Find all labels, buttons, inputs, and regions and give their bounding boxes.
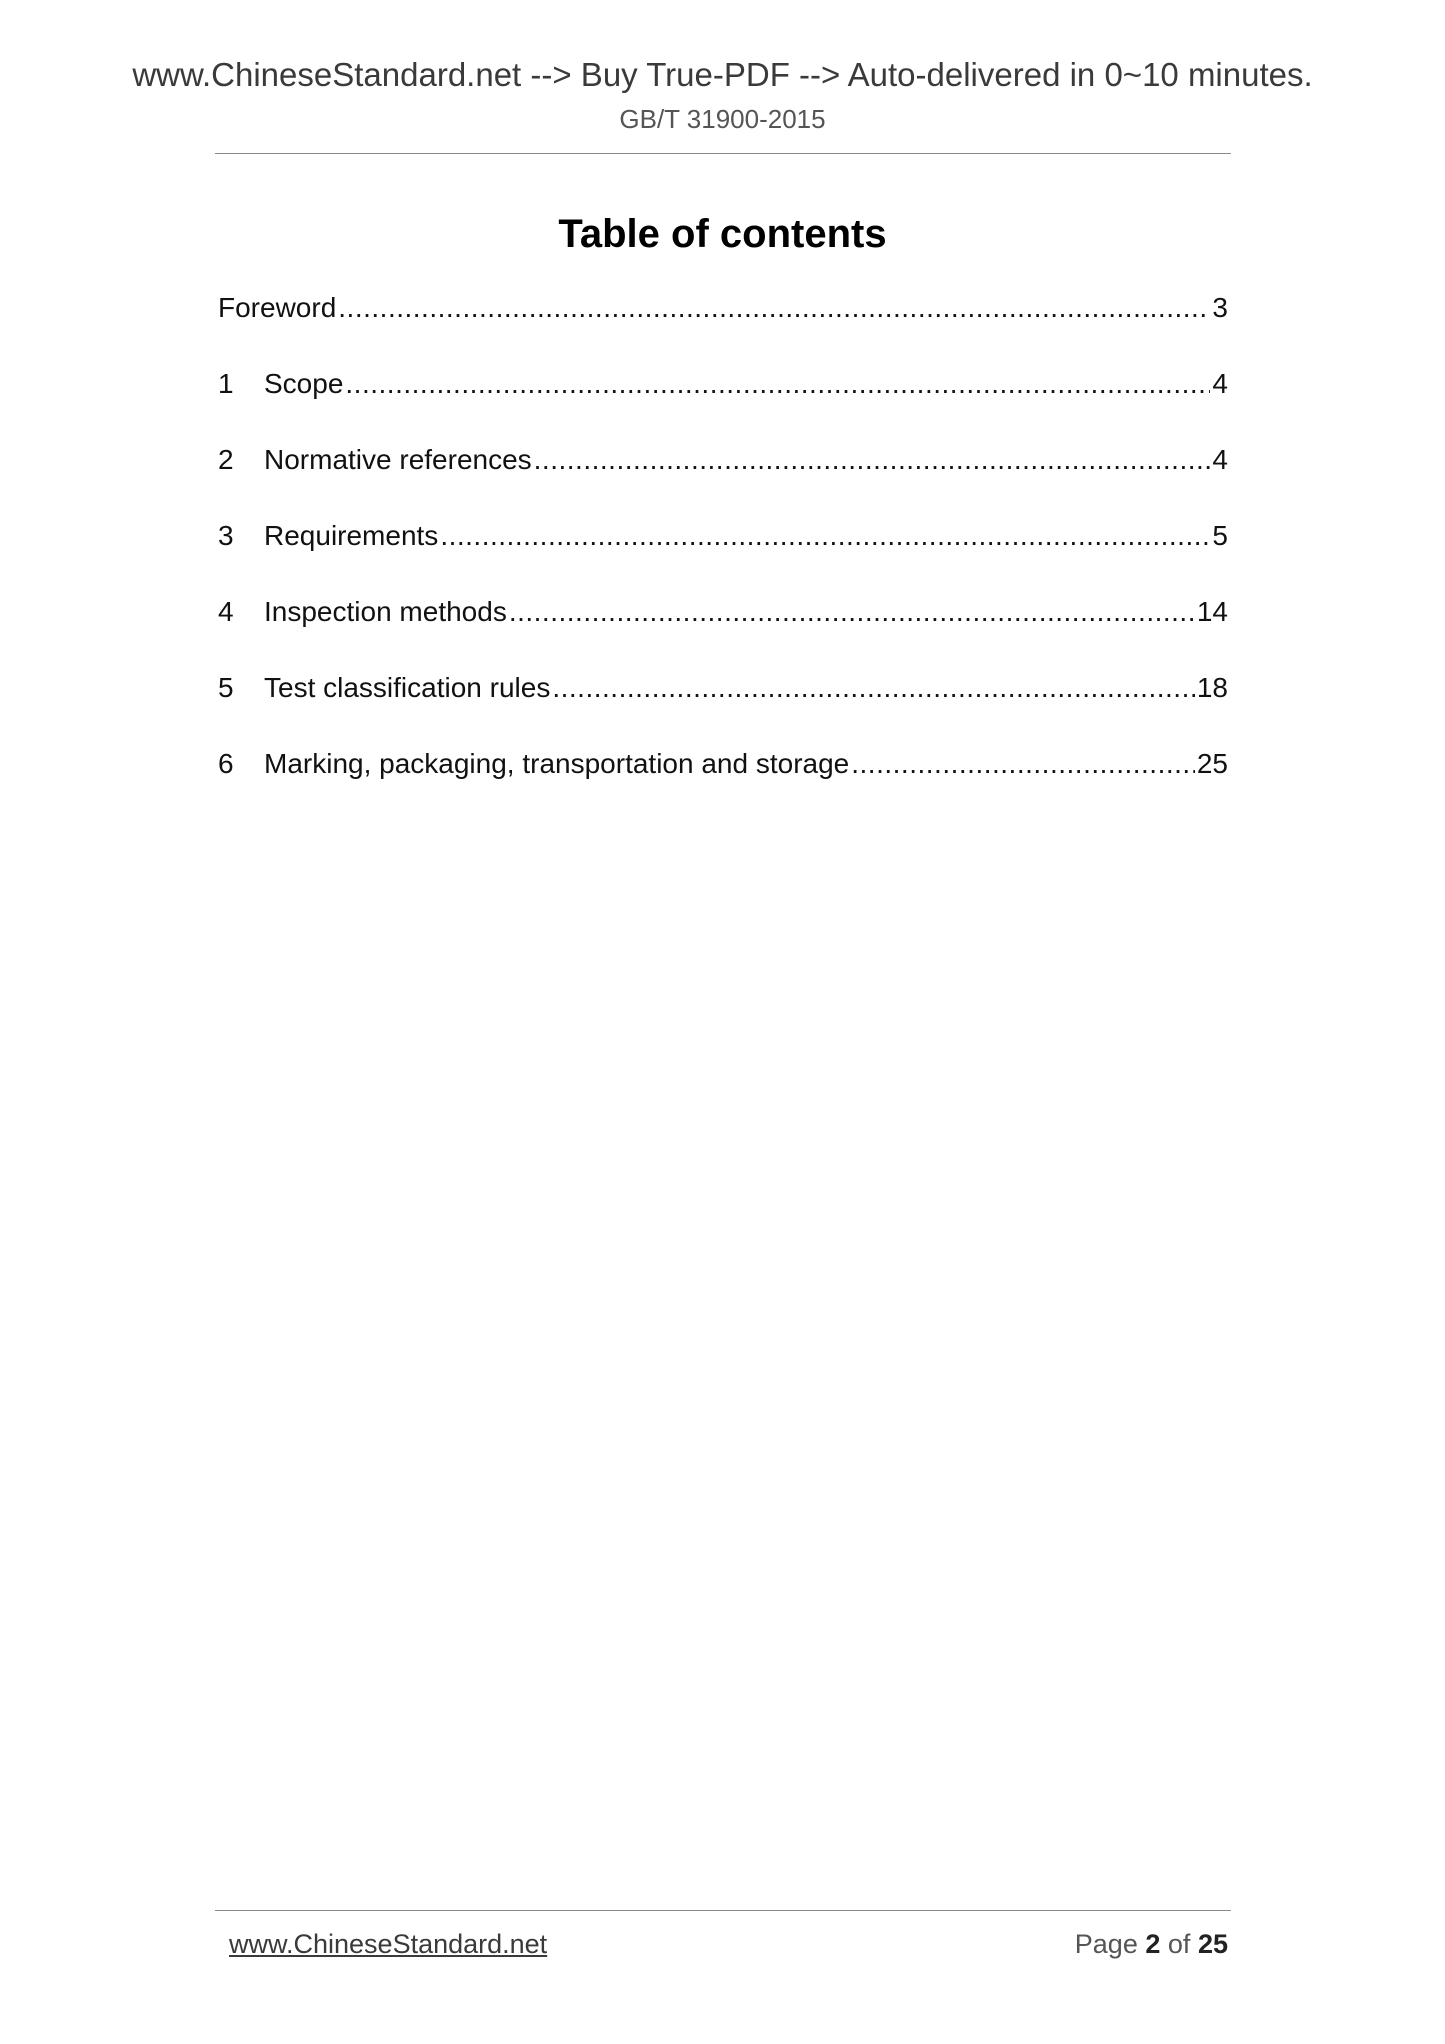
toc-entry-page: 3: [1212, 292, 1228, 323]
toc-entry-foreword[interactable]: [218, 292, 1228, 368]
toc-entry-number: 1: [218, 368, 234, 399]
page-indicator: [1075, 1929, 1228, 1960]
toc-entry-page: 25: [1196, 748, 1228, 779]
toc-entry-scope[interactable]: [218, 368, 1228, 444]
toc-leader-dots: [338, 292, 1210, 324]
footer-site-link[interactable]: www.ChineseStandard.net: [229, 1929, 548, 1959]
toc-title: Table of contents: [558, 212, 887, 256]
toc-entry-number: 3: [218, 520, 234, 551]
toc-entry-test-classification-rules[interactable]: [218, 672, 1228, 748]
toc-entry-label: Scope: [264, 368, 344, 399]
toc-entry-number: 2: [218, 444, 234, 475]
toc-entry-normative-references[interactable]: [218, 444, 1228, 520]
page-total: 25: [1197, 1929, 1228, 1959]
toc-entry-marking-packaging[interactable]: [218, 748, 1228, 824]
toc-leader-dots: [509, 596, 1195, 628]
toc-leader-dots: [534, 444, 1211, 476]
toc-leader-dots: [552, 672, 1195, 704]
toc-entry-page: 14: [1196, 596, 1228, 627]
page-prefix: Page: [1074, 1929, 1138, 1959]
toc-entry-label: Foreword: [218, 292, 337, 323]
toc-entry-label: Normative references: [264, 444, 532, 475]
toc-list: [218, 292, 1228, 824]
toc-entry-label: Inspection methods: [264, 596, 507, 627]
toc-entry-page: 4: [1212, 368, 1228, 399]
standard-code: GB/T 31900-2015: [619, 104, 826, 134]
header-divider: [215, 153, 1231, 154]
toc-entry-label: Test classification rules: [264, 672, 551, 703]
toc-entry-label: Marking, packaging, transportation and storage: [264, 748, 850, 779]
toc-entry-number: 4: [218, 596, 234, 627]
toc-entry-number: 6: [218, 748, 234, 779]
header-banner: www.ChineseStandard.net --> Buy True-PDF --> Auto-delivered in 0~10 minutes.: [132, 56, 1313, 93]
toc-entry-page: 5: [1212, 520, 1228, 551]
toc-entry-page: 18: [1196, 672, 1228, 703]
toc-entry-inspection-methods[interactable]: [218, 596, 1228, 672]
toc-leader-dots: [345, 368, 1210, 400]
toc-entry-page: 4: [1212, 444, 1228, 475]
footer-divider: [215, 1910, 1231, 1911]
page-current: 2: [1145, 1929, 1161, 1959]
page-of: of: [1167, 1929, 1191, 1959]
toc-leader-dots: [440, 520, 1210, 552]
toc-entry-label: Requirements: [264, 520, 439, 551]
toc-leader-dots: [851, 748, 1195, 780]
toc-entry-requirements[interactable]: [218, 520, 1228, 596]
toc-entry-number: 5: [218, 672, 234, 703]
